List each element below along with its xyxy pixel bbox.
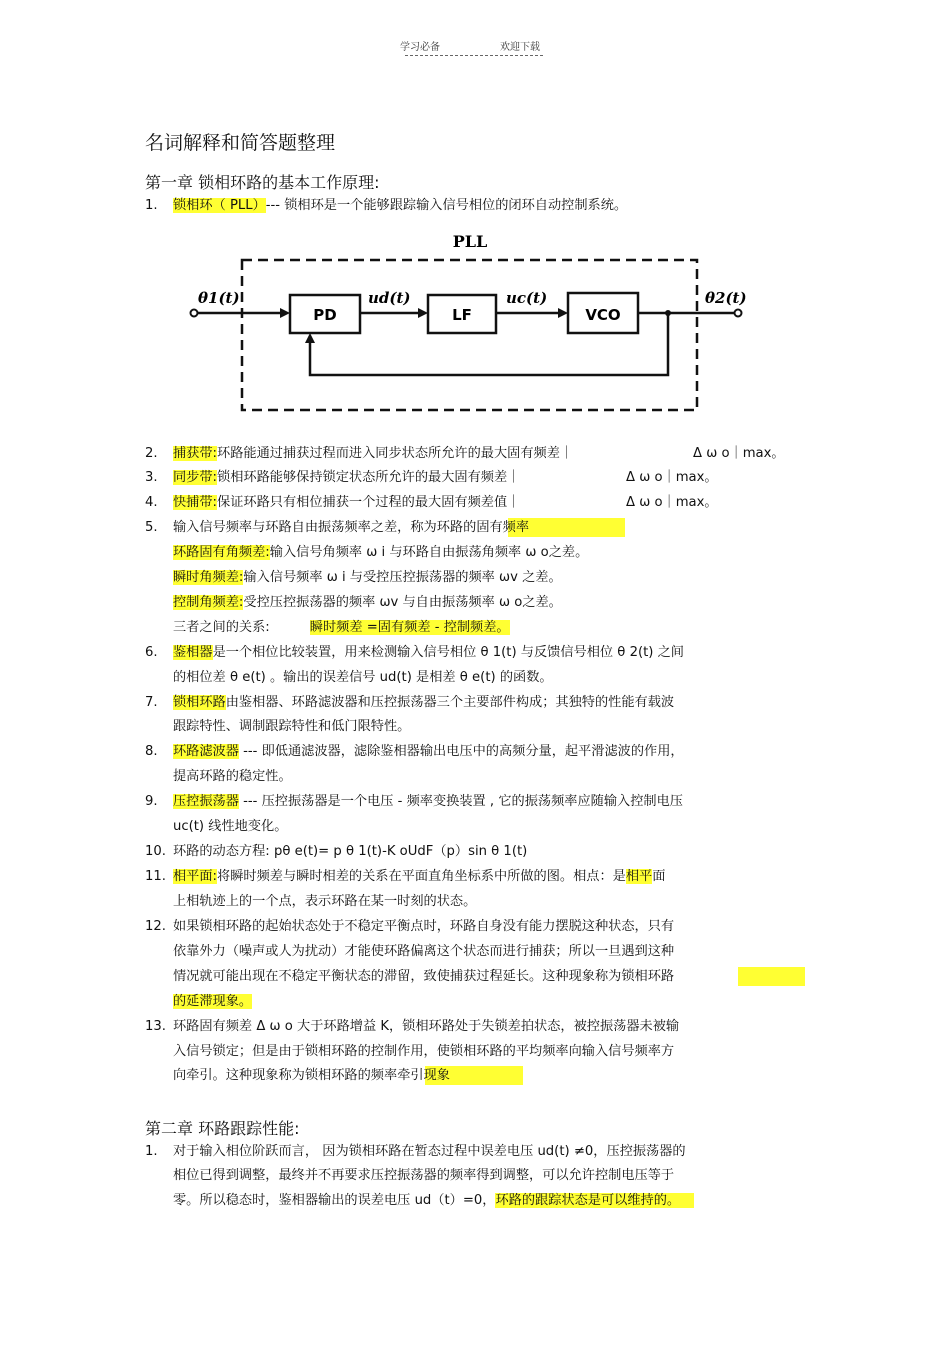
item-3: 3. 同步带:锁相环路能够保持锁定状态所允许的最大固有频差｜ xyxy=(145,470,521,485)
item-8: 8. 环路滤波器 --- 即低通滤波器，滤除鉴相器输出电压中的高频分量，起平滑滤波的作用， xyxy=(145,744,684,759)
label-theta1: θ1(t) xyxy=(198,289,240,307)
page-title: 名词解释和简答题整理 xyxy=(145,132,336,154)
term-phase-plane: 相平面: xyxy=(173,869,218,884)
item-4: 4. 快捕带:保证环路只有相位捕获一个过程的最大固有频差值｜ xyxy=(145,495,521,510)
term-fast-capture-band: 快捕带: xyxy=(173,495,218,510)
term-loop-filter: 环路滤波器 xyxy=(173,744,239,759)
svg-text:LF: LF xyxy=(452,306,472,324)
svg-text:VCO: VCO xyxy=(585,306,621,324)
chapter2-heading: 第二章 环路跟踪性能: xyxy=(145,1119,300,1138)
term-capture-band: 捕获带: xyxy=(173,446,218,461)
page-header xyxy=(400,38,545,53)
item-5-sub2: 瞬时角频差:输入信号频率 ω i 与受控压控振荡器的频率 ωv 之差。 xyxy=(173,570,562,585)
term-vco: 压控振荡器 xyxy=(173,794,239,809)
item-13: 13. 环路固有频差 Δ ω o 大于环路增益 K，锁相环路处于失锁差拍状态，被控振荡器未被输 xyxy=(145,1019,680,1034)
item-7: 7. 锁相环路由鉴相器、环路滤波器和压控振荡器三个主要部件构成；其独特的性能有载波 xyxy=(145,695,675,710)
term-sync-band: 同步带: xyxy=(173,470,218,485)
label-theta2: θ2(t) xyxy=(705,289,747,307)
header-right: 欢迎下载 xyxy=(500,42,540,53)
item-10: 10. 环路的动态方程: pθ e(t)= p θ 1(t)-K oUdF（p）sin θ 1(t) xyxy=(145,844,528,859)
term-pll-loop: 锁相环路 xyxy=(173,695,226,710)
ch2-item-1: 1. 对于输入相位阶跃而言， 因为锁相环路在暂态过程中误差电压 ud(t) ≠0，压控振荡器的 xyxy=(145,1144,686,1159)
item-5-sub3: 控制角频差:受控压控振荡器的频率 ωv 与自由振荡频率 ω o之差。 xyxy=(173,595,562,610)
term-tracking-state: 环路的跟踪状态是可以维持的。 xyxy=(495,1193,694,1208)
pll-title: PLL xyxy=(452,232,488,251)
svg-text:PD: PD xyxy=(313,306,337,324)
output-terminal xyxy=(735,310,742,317)
item-5: 5. 输入信号频率与环路自由振荡频率之差，称为环路的固有频率 xyxy=(145,520,530,535)
item-6: 6. 鉴相器是一个相位比较装置，用来检测输入信号相位 θ 1(t) 与反馈信号相位 θ 2(t) 之间 xyxy=(145,645,684,660)
term-hang-up: 的延滞现象。 xyxy=(173,994,253,1009)
label-ud: ud(t) xyxy=(368,289,411,307)
item-11: 11. 相平面:将瞬时频差与瞬时相差的关系在平面直角坐标系中所做的图。相点：是相平面 xyxy=(145,869,666,884)
item-12: 12. 如果锁相环路的起始状态处于不稳定平衡点时，环路自身没有能力摆脱这种状态，只有 xyxy=(145,919,675,934)
header-left: 学习必备 xyxy=(400,42,440,53)
term-pll: 锁相环（ PLL） xyxy=(173,198,266,213)
header-divider xyxy=(405,55,543,56)
item-1: 1. 锁相环（ PLL）--- 锁相环是一个能够跟踪输入信号相位的闭环自动控制系统。 xyxy=(145,198,628,213)
item-5-sub1: 环路固有角频差:输入信号角频率 ω i 与环路自由振荡角频率 ω o之差。 xyxy=(173,545,589,560)
item-2: 2. 捕获带:环路能通过捕获过程而进入同步状态所允许的最大固有频差｜ xyxy=(145,446,574,461)
pll-block-diagram xyxy=(180,225,770,430)
term-natural-frequency: 固有频率 xyxy=(476,520,530,535)
item-9: 9. 压控振荡器 --- 压控振荡器是一个电压 - 频率变换装置 , 它的振荡频率应随输入控制电压 xyxy=(145,794,683,809)
item-5-relation: 三者之间的关系: 瞬时频差 =固有频差 - 控制频差。 xyxy=(173,620,510,635)
term-frequency-pulling: 牵引现象 xyxy=(397,1068,450,1083)
chapter1-heading: 第一章 锁相环路的基本工作原理: xyxy=(145,173,380,192)
term-phase-detector: 鉴相器 xyxy=(173,645,213,660)
input-terminal xyxy=(191,310,198,317)
label-uc: uc(t) xyxy=(506,289,548,307)
